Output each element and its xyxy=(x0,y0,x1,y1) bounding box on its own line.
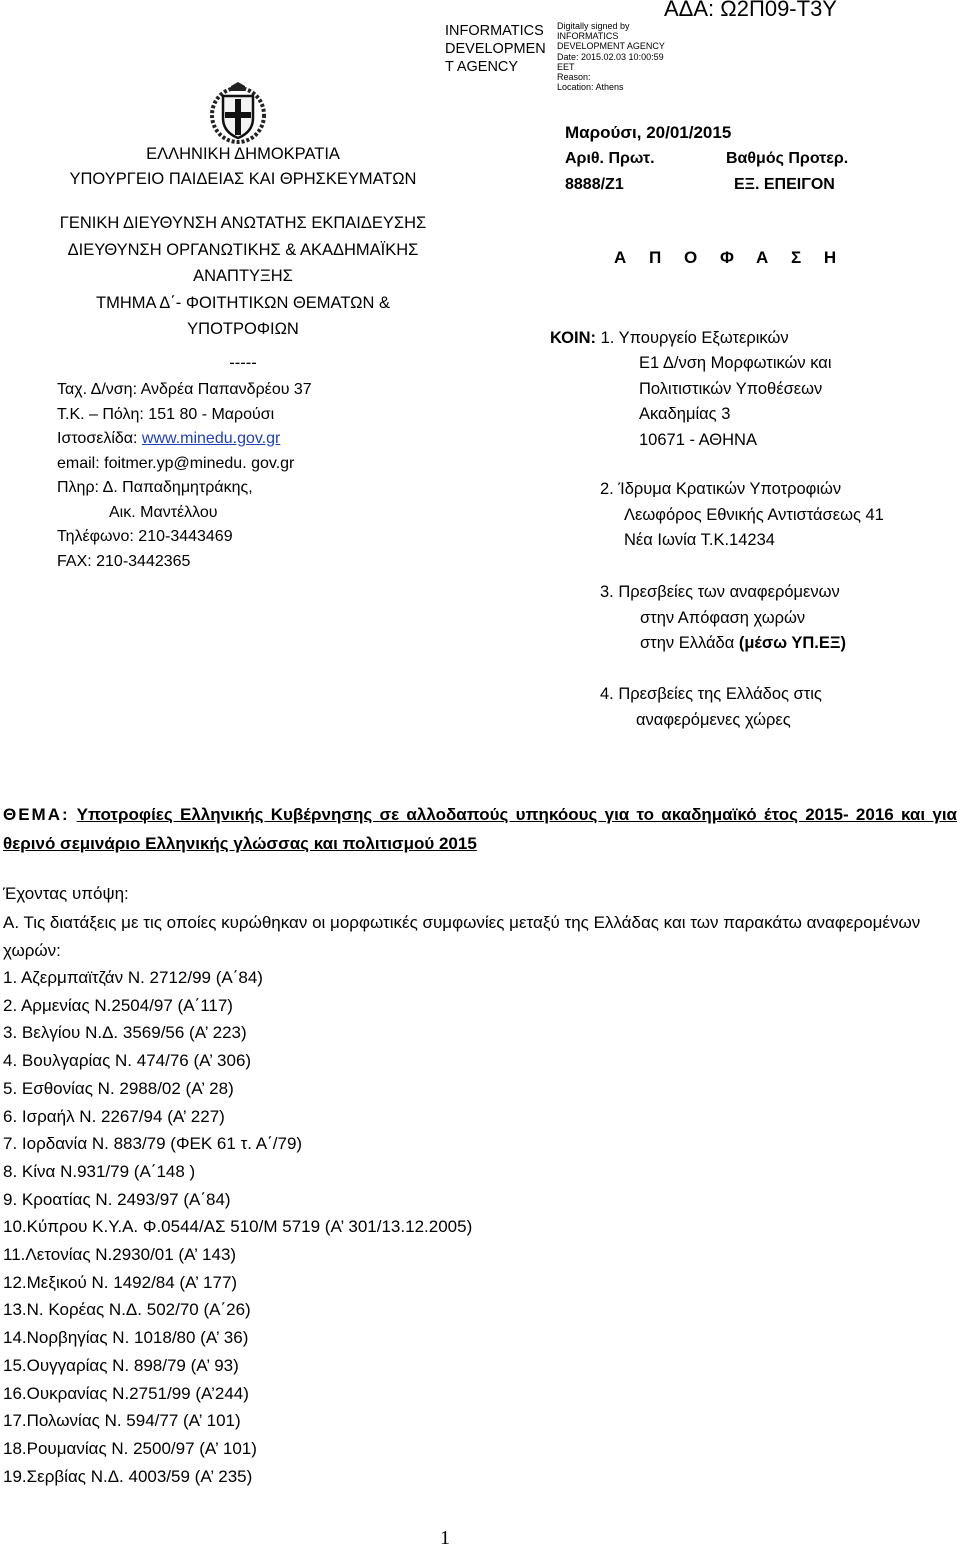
list-item: 12.Μεξικού Ν. 1492/84 (Α’ 177) xyxy=(3,1272,238,1292)
recipient-bold-suffix: (μέσω ΥΠ.ΕΞ) xyxy=(738,634,846,652)
list-item: 19.Σερβίας Ν.Δ. 4003/59 (Α’ 235) xyxy=(3,1466,253,1486)
ada-code: ΑΔΑ: Ω2Π09-Τ3Υ xyxy=(664,0,837,21)
coat-of-arms-icon xyxy=(209,82,267,144)
recipient-number: 4. xyxy=(600,685,614,703)
list-item: 6. Ισραήλ Ν. 2267/94 (Α’ 227) xyxy=(3,1106,225,1126)
separator-dashes: ----- xyxy=(229,353,257,372)
list-item: 13.Ν. Κορέας Ν.Δ. 502/70 (Α΄26) xyxy=(3,1300,251,1320)
list-item: 15.Ουγγαρίας Ν. 898/79 (Α’ 93) xyxy=(3,1355,239,1375)
recipient-2 xyxy=(600,477,884,554)
ministry-line: ΕΛΛΗΝΙΚΗ ΔΗΜΟΚΡΑΤΙΑ xyxy=(146,145,340,163)
list-item: 7. Ιορδανία Ν. 883/79 (ΦΕΚ 61 τ. Α΄/79) xyxy=(3,1134,303,1154)
decision-title: Α Π Ο Φ Α Σ Η xyxy=(614,248,846,267)
fax: FAX: 210-3442365 xyxy=(57,552,191,570)
recipient-line: αναφερόμενες χώρες xyxy=(636,710,791,729)
priority-label: Βαθμός Προτερ. xyxy=(726,150,849,167)
department-line: ΑΝΑΠΤΥΞΗΣ xyxy=(193,267,293,285)
list-item: 18.Ρουμανίας Ν. 2500/97 (Α’ 101) xyxy=(3,1438,257,1458)
recipient-line: Πρεσβείες της Ελλάδος στις xyxy=(618,685,822,703)
recipient-line: Λεωφόρος Εθνικής Αντιστάσεως 41 xyxy=(624,505,884,524)
department-line: ΔΙΕΥΘΥΝΣΗ ΟΡΓΑΝΩΤΙΚΗΣ & ΑΚΑΔΗΜΑΪΚΗΣ xyxy=(67,240,419,259)
list-item: 3. Βελγίου Ν.Δ. 3569/56 (Α’ 223) xyxy=(3,1023,247,1043)
recipient-number: 2. xyxy=(600,480,614,498)
signature-detail-line: EET xyxy=(557,61,575,72)
department-block xyxy=(0,210,486,376)
subject-block xyxy=(3,800,957,858)
contact-block xyxy=(57,378,312,574)
postal-code: Τ.Κ. – Πόλη: 151 80 - Μαρούσι xyxy=(57,405,275,423)
recipient-1 xyxy=(639,351,832,453)
considering-heading: Έχοντας υπόψη: xyxy=(3,884,129,903)
recipient-number: 3. xyxy=(600,583,614,601)
list-item: 9. Κροατίας Ν. 2493/97 (Α΄84) xyxy=(3,1189,231,1209)
list-item: 8. Κίνα Ν.931/79 (Α΄148 ) xyxy=(3,1161,196,1181)
protocol-number: 8888/Ζ1 xyxy=(565,176,624,193)
signature-detail-line: Reason: xyxy=(557,72,591,83)
info-contact: Πληρ: Δ. Παπαδημητράκης, xyxy=(57,479,253,496)
recipient-number: 1. xyxy=(600,329,615,347)
koin-label: ΚΟΙΝ: xyxy=(550,329,596,347)
koin-header xyxy=(550,326,789,352)
list-item: 2. Αρμενίας Ν.2504/97 (Α΄117) xyxy=(3,995,233,1015)
signature-detail-line: Location: Athens xyxy=(557,82,624,93)
list-item: 1. Αζερμπαϊτζάν Ν. 2712/99 (Α΄84) xyxy=(3,968,263,987)
phone: Τηλέφωνο: 210-3443469 xyxy=(57,528,233,545)
recipient-line: στην Απόφαση χωρών xyxy=(640,608,806,627)
signature-name xyxy=(445,22,546,76)
list-item: 5. Εσθονίας Ν. 2988/02 (Α’ 28) xyxy=(3,1078,234,1098)
info-contact-second: Αικ. Μαντέλλου xyxy=(109,503,218,521)
recipient-3 xyxy=(600,580,846,657)
department-line: ΥΠΟΤΡΟΦΙΩΝ xyxy=(187,320,299,338)
recipient-line: Πολιτιστικών Υποθέσεων xyxy=(639,379,823,398)
signature-detail-line: Digitally signed by xyxy=(557,21,630,31)
signature-name-line: T AGENCY xyxy=(445,59,519,75)
recipient-line: 10671 - ΑΘΗΝΑ xyxy=(639,430,757,449)
address: Ταχ. Δ/νση: Ανδρέα Παπανδρέου 37 xyxy=(57,381,312,398)
department-line: ΤΜΗΜΑ Δ΄- ΦΟΙΤΗΤΙΚΩΝ ΘΕΜΑΤΩΝ & xyxy=(96,293,390,312)
recipient-line: Ε1 Δ/νση Μορφωτικών και xyxy=(639,354,832,372)
website-label: Ιστοσελίδα: xyxy=(57,430,142,447)
list-item: 16.Ουκρανίας Ν.2751/99 (Α’244) xyxy=(3,1383,249,1403)
list-item: 4. Βουλγαρίας Ν. 474/76 (Α’ 306) xyxy=(3,1051,252,1071)
recipient-line: Ακαδημίας 3 xyxy=(639,405,731,423)
priority-value: ΕΞ. ΕΠΕΙΓΟΝ xyxy=(734,176,835,193)
subject-text: Υποτροφίες Ελληνικής Κυβέρνησης σε αλλοδαπούς υπηκόους για το ακαδημαϊκό έτος 2015- 2016 και για θερινό σεμινάριο Ελληνικής γλώσσας και πολιτισμού 2015 xyxy=(3,805,957,853)
signature-name-line: DEVELOPMEN xyxy=(445,41,546,57)
signature-details xyxy=(557,21,665,92)
subject-label: ΘΕΜΑ: xyxy=(3,805,70,824)
place-date: Μαρούσι, 20/01/2015 xyxy=(565,123,732,142)
email: email: foitmer.yp@minedu. gov.gr xyxy=(57,454,295,472)
recipient-line: Ίδρυμα Κρατικών Υποτροφιών xyxy=(618,480,842,498)
recipient-line: Νέα Ιωνία Τ.Κ.14234 xyxy=(624,531,775,549)
page-number: 1 xyxy=(440,1527,450,1549)
country-list xyxy=(3,964,957,1490)
website-row xyxy=(57,427,312,452)
list-item: 11.Λετονίας Ν.2930/01 (Α’ 143) xyxy=(3,1245,237,1265)
recipient-line: Πρεσβείες των αναφερόμενων xyxy=(618,583,840,601)
signature-detail-line: DEVELOPMENT AGENCY xyxy=(557,41,665,52)
paragraph-a: Α. Τις διατάξεις με τις οποίες κυρώθηκαν οι μορφωτικές συμφωνίες μεταξύ της Ελλάδας και των παρακάτω αναφερομένων χωρών: xyxy=(3,913,921,960)
list-item: 17.Πολωνίας Ν. 594/77 (Α’ 101) xyxy=(3,1411,241,1431)
signature-name-line: INFORMATICS xyxy=(445,23,544,39)
list-item: 10.Κύπρου Κ.Υ.Α. Φ.0544/ΑΣ 510/Μ 5719 (Α’ 301/13.12.2005) xyxy=(3,1217,473,1237)
website-link[interactable]: www.minedu.gov.gr xyxy=(141,430,281,447)
signature-detail-line: Date: 2015.02.03 10:00:59 xyxy=(557,51,664,62)
ministry-line: ΥΠΟΥΡΓΕΙΟ ΠΑΙΔΕΙΑΣ ΚΑΙ ΘΡΗΣΚΕΥΜΑΤΩΝ xyxy=(69,170,417,188)
recipient-4 xyxy=(600,682,822,733)
signature-detail-line: INFORMATICS xyxy=(557,31,619,42)
list-item: 14.Νορβηγίας Ν. 1018/80 (Α’ 36) xyxy=(3,1328,249,1348)
ministry-block xyxy=(0,142,486,192)
recipient-line: Υπουργείο Εξωτερικών xyxy=(618,329,789,347)
recipient-line: στην Ελλάδα xyxy=(640,634,739,652)
department-line: ΓΕΝΙΚΗ ΔΙΕΥΘΥΝΣΗ ΑΝΩΤΑΤΗΣ ΕΚΠΑΙΔΕΥΣΗΣ xyxy=(59,214,427,232)
protocol-label: Αριθ. Πρωτ. xyxy=(565,150,655,167)
